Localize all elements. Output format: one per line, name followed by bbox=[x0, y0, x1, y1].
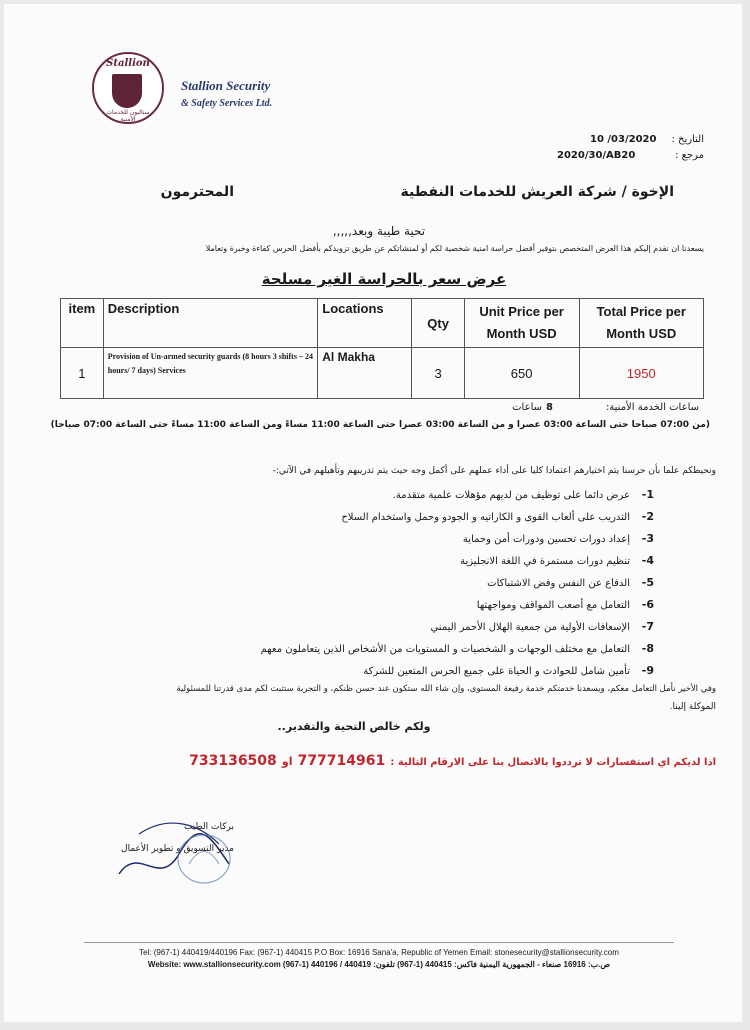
header-total-price: Total Price per Month USD bbox=[579, 299, 704, 348]
header-unit-price: Unit Price per Month USD bbox=[464, 299, 579, 348]
intro-text: يسعدنا ان نقدم إليكم هذا العرض المتخصص بتوفير أفضل حراسة امنية شخصية لكم أو لمنشاتكم عن طريق تزويدكم بأفضل الحرس كفاءة وخبرة وتعاملا bbox=[205, 244, 704, 253]
list-item: الإسعافات الأولية من جمعية الهلال الأحمر اليمني bbox=[430, 622, 630, 633]
cell-total-price: 1950 bbox=[579, 348, 704, 399]
company-logo bbox=[92, 52, 164, 124]
list-number: -3 bbox=[641, 532, 654, 545]
signature-stamp bbox=[109, 804, 249, 894]
closing-paragraph-end: الموكلة إلينا. bbox=[669, 702, 716, 712]
footer-line-2: Website: www.stallionsecurity.com ص.ب: 16916 صنعاء - الجمهورية اليمنية فاكس: 440415 (1-967) تلفون: 440419 / 440196 (1-967) bbox=[147, 960, 611, 969]
list-number: -7 bbox=[641, 620, 654, 633]
date-label: التاريخ : bbox=[671, 134, 704, 145]
header-qty: Qty bbox=[412, 299, 464, 348]
list-number: -4 bbox=[641, 554, 654, 567]
cell-item: 1 bbox=[61, 348, 104, 399]
signer-title: مدير التسويق و تطوير الأعمال bbox=[121, 844, 234, 854]
list-item: تأمين شامل للحوادث و الحياة على جميع الحرس المتعين للشركة bbox=[363, 666, 630, 677]
hours-value: 8 bbox=[546, 402, 553, 413]
cell-location: Al Makha bbox=[318, 348, 412, 399]
header-description: Description bbox=[103, 299, 318, 348]
list-number: -1 bbox=[641, 488, 654, 501]
list-intro: ونحيطكم علما بأن حرسنا يتم اختيارهم اعتمادا كليا على أداء عملهم على أكمل وجه حيث يتم تدريبهم وتأهيلهم في الآتي:- bbox=[272, 466, 716, 476]
list-number: -5 bbox=[641, 576, 654, 589]
list-item: الدفاع عن النفس وفض الاشتباكات bbox=[487, 578, 630, 589]
header-locations: Locations bbox=[318, 299, 412, 348]
date-value: 10 /03/2020 bbox=[590, 134, 657, 145]
ref-value: 2020/30/AB20 bbox=[557, 150, 636, 161]
company-subtitle: & Safety Services Ltd. bbox=[181, 98, 273, 109]
contact-text: اذا لديكم اي استفسارات لا ترددوا بالاتصال بنا على الارقام التالية : bbox=[390, 757, 716, 768]
phone-number-1: 777714961 bbox=[297, 753, 386, 769]
company-name: Stallion Security bbox=[181, 78, 271, 93]
hours-unit: ساعات bbox=[512, 402, 542, 413]
cell-qty: 3 bbox=[412, 348, 464, 399]
list-number: -2 bbox=[641, 510, 654, 523]
contact-line bbox=[116, 750, 716, 769]
list-item: التعامل مع مختلف الوجهات و الشخصيات و المستويات من الأشخاص الذين يتعاملون معهم bbox=[260, 644, 630, 655]
price-table bbox=[60, 298, 704, 399]
addressee: الإخوة / شركة العريش للخدمات النفطية bbox=[400, 184, 674, 200]
list-item: تنظيم دورات مستمرة في اللغة الانجليزية bbox=[460, 556, 630, 567]
list-number: -6 bbox=[641, 598, 654, 611]
footer-line-1: Tel: (967-1) 440419/440196 Fax: (967-1) 440415 P.O Box: 16916 Sana'a, Republic of Yemen Email: stonesecurity@stallionsecurity.com bbox=[139, 948, 619, 957]
greeting: تحية طيبة وبعد,,,,, bbox=[332, 224, 426, 238]
shield-icon bbox=[112, 74, 142, 108]
offer-title: عرض سعر بالحراسة الغير مسلحة bbox=[261, 270, 507, 288]
honorific: المحترمون bbox=[160, 184, 234, 200]
closing-paragraph: وفي الأخير نأمل التعامل معكم، ويسعدنا خدمتكم خدمة رفيعة المستوى، وإن شاء الله ستكون عند حسن ظنكم، و التجربة ستثبت لكم مدى قدرتنا للمسئولية bbox=[176, 684, 716, 694]
list-number: -9 bbox=[641, 664, 654, 677]
cell-description: Provision of Un-armed security guards (8 hours 3 shifts – 24 hours/ 7 days) Services bbox=[103, 348, 318, 399]
document-page bbox=[4, 4, 742, 1022]
logo-subtext: ستاليون للخدمات الأمنية bbox=[106, 109, 150, 123]
table-header-row bbox=[61, 299, 704, 348]
phone-number-2: 733136508 bbox=[189, 753, 277, 769]
regards: ولكم خالص التحية والتقدير.. bbox=[277, 720, 431, 733]
list-item: التعامل مع أصعب المواقف ومواجهتها bbox=[476, 600, 630, 611]
list-item: عرض دائما على توظيف من لديهم مؤهلات علمية متقدمة. bbox=[392, 490, 630, 501]
ref-label: مرجع : bbox=[675, 150, 704, 161]
footer-divider bbox=[84, 942, 674, 943]
hours-label: ساعات الخدمة الأمنية: bbox=[605, 402, 699, 413]
list-number: -8 bbox=[641, 642, 654, 655]
shifts-line: (من 07:00 صباحا حتى الساعة 03:00 عصرا و من الساعة 03:00 عصرا حتى الساعة 11:00 مساءً ومن الساعة 11:00 مساءً حتى الساعة 07:00 صباحا) bbox=[50, 420, 710, 430]
list-item: إعداد دورات تحسين ودورات أمن وحماية bbox=[462, 534, 630, 545]
logo-text: Stallion bbox=[106, 58, 150, 69]
header-item: item bbox=[61, 299, 104, 348]
cell-unit-price: 650 bbox=[464, 348, 579, 399]
signer-name: بركات الطيب bbox=[183, 822, 234, 832]
phone-separator: او bbox=[281, 755, 293, 768]
table-row bbox=[61, 348, 704, 399]
list-item: التدريب على ألعاب القوى و الكاراتيه و الجودو وحمل واستخدام السلاح bbox=[341, 512, 630, 523]
